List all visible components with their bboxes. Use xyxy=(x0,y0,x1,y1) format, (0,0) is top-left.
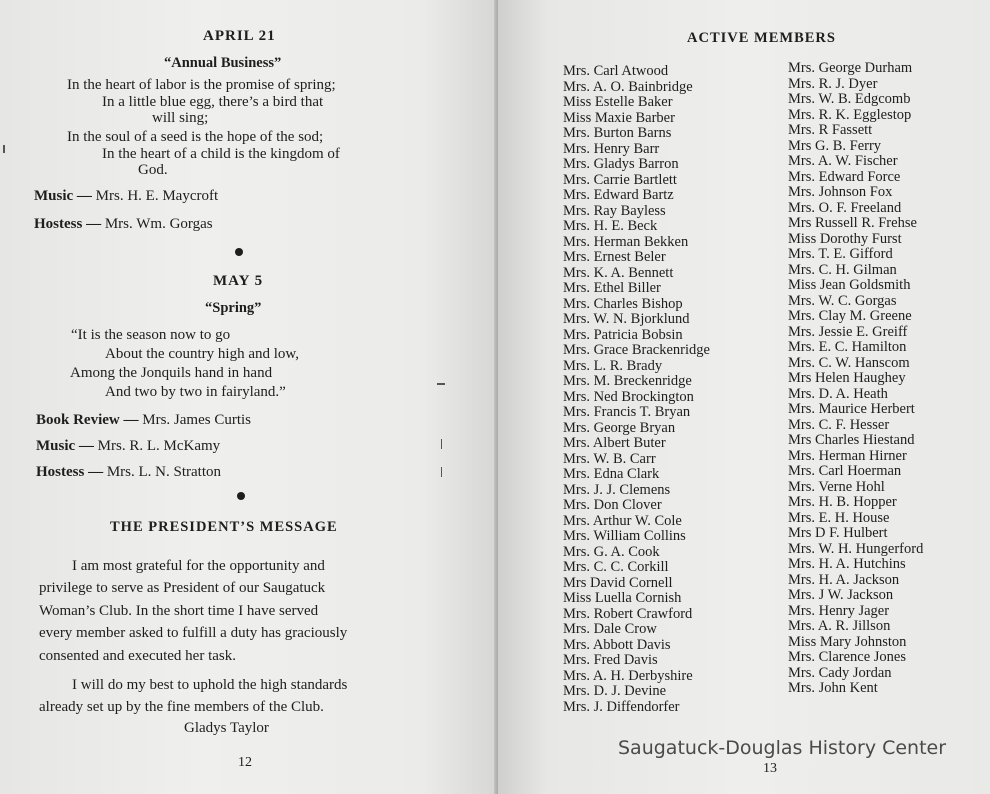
april-poem-line: In the heart of a child is the kingdom of xyxy=(102,146,340,162)
music-value: Mrs. R. L. McKamy xyxy=(97,438,221,454)
member-name: Mrs. J. Diffendorfer xyxy=(563,698,680,715)
member-name: Mrs. C. H. Gilman xyxy=(788,261,897,278)
member-name: Mrs. Fred Davis xyxy=(563,652,658,668)
may-book-review-line xyxy=(36,412,251,429)
april-poem-line: In the heart of labor is the promise of spring; xyxy=(67,77,336,93)
members-column-2 xyxy=(788,61,923,697)
hostess-value: Mrs. L. N. Stratton xyxy=(106,464,222,480)
member-name: Mrs. Don Clover xyxy=(563,497,662,513)
member-name: Mrs. George Bryan xyxy=(563,419,676,436)
may-hostess-line xyxy=(36,464,221,481)
may-program-title: “Spring” xyxy=(205,300,262,316)
may-poem-line: “It is the season now to go xyxy=(71,327,231,343)
member-name: Mrs. M. Breckenridge xyxy=(563,373,692,389)
member-name: Mrs. D. A. Heath xyxy=(788,385,888,402)
member-name: Mrs. E. C. Hamilton xyxy=(788,339,907,355)
member-name: Mrs. R Fassett xyxy=(788,122,873,138)
april-hostess-line xyxy=(34,216,213,233)
member-name: Mrs David Cornell xyxy=(563,574,673,591)
member-name: Mrs. O. F. Freeland xyxy=(788,199,902,216)
member-name: Mrs Russell R. Frehse xyxy=(788,215,917,231)
april-poem-line: In a little blue egg, there’s a bird that xyxy=(102,94,324,110)
member-name: Mrs. A. R. Jillson xyxy=(788,618,891,634)
member-name: Mrs. W. N. Bjorklund xyxy=(563,311,690,327)
member-name: Mrs. R. J. Dyer xyxy=(788,75,878,92)
page-number-left: 12 xyxy=(238,755,252,770)
member-name: Miss Jean Goldsmith xyxy=(788,277,911,293)
member-name: Mrs. Edna Clark xyxy=(563,466,660,482)
page-number-right: 13 xyxy=(763,761,777,776)
hostess-value: Mrs. Wm. Gorgas xyxy=(104,216,213,232)
member-name: Mrs. Carrie Bartlett xyxy=(563,171,677,188)
member-name: Mrs. A. O. Bainbridge xyxy=(563,78,693,95)
member-name: Mrs. H. A. Hutchins xyxy=(788,556,906,572)
april-poem-line: In the soul of a seed is the hope of the sod; xyxy=(67,129,324,145)
section-bullet xyxy=(235,248,243,256)
message-line: privilege to serve as President of our Saugatuck xyxy=(39,580,326,596)
message-line: already set up by the fine members of the Club. xyxy=(39,699,324,715)
member-name: Mrs. C. W. Hanscom xyxy=(788,354,910,371)
message-signature: Gladys Taylor xyxy=(184,720,269,736)
hostess-label: Hostess — xyxy=(34,216,102,232)
member-name: Mrs. Henry Jager xyxy=(788,602,890,619)
book-review-label: Book Review — xyxy=(36,412,139,428)
member-name: Mrs. Ray Bayless xyxy=(563,202,666,219)
member-name: Mrs Charles Hiestand xyxy=(788,432,915,448)
member-name: Mrs. Clay M. Greene xyxy=(788,308,912,324)
section-bullet xyxy=(237,492,245,500)
member-name: Mrs. Albert Buter xyxy=(563,435,666,451)
member-name: Miss Maxie Barber xyxy=(563,109,675,126)
member-name: Mrs. Herman Bekken xyxy=(563,233,689,250)
april-program-title: “Annual Business” xyxy=(164,55,282,71)
member-name: Mrs. Edward Force xyxy=(788,168,901,185)
presidents-message-heading: THE PRESIDENT’S MESSAGE xyxy=(110,519,338,535)
april-poem-line: God. xyxy=(138,162,168,178)
member-name: Mrs. Ethel Biller xyxy=(563,280,661,296)
member-name: Mrs. Henry Barr xyxy=(563,140,660,157)
april-music-line xyxy=(34,188,218,205)
member-name: Mrs. Abbott Davis xyxy=(563,636,671,653)
member-name: Mrs. George Durham xyxy=(788,60,913,76)
message-line: Woman’s Club. In the short time I have served xyxy=(39,603,319,619)
member-name: Mrs. W. B. Carr xyxy=(563,450,656,467)
member-name: Mrs. A. H. Derbyshire xyxy=(563,667,693,684)
member-name: Mrs. Gladys Barron xyxy=(563,156,679,172)
member-name: Mrs. K. A. Bennett xyxy=(563,264,674,281)
member-name: Mrs. Jessie E. Greiff xyxy=(788,323,908,340)
member-name: Mrs. W. H. Hungerford xyxy=(788,540,924,557)
member-name: Mrs G. B. Ferry xyxy=(788,137,882,154)
member-name: Mrs. C. C. Corkill xyxy=(563,559,669,575)
member-name: Mrs. H. B. Hopper xyxy=(788,494,897,510)
member-name: Mrs D F. Hulbert xyxy=(788,525,888,541)
member-name: Mrs. H. E. Beck xyxy=(563,218,658,234)
member-name: Mrs. Robert Crawford xyxy=(563,605,693,622)
member-name: Mrs. John Kent xyxy=(788,680,878,696)
member-name: Mrs. W. C. Gorgas xyxy=(788,292,897,309)
watermark: Saugatuck-Douglas History Center xyxy=(618,737,947,759)
may-music-line xyxy=(36,438,220,455)
member-name: Mrs. Patricia Bobsin xyxy=(563,326,683,343)
members-column-1 xyxy=(563,64,710,715)
member-name: Mrs. Charles Bishop xyxy=(563,295,683,312)
member-name: Mrs. Ned Brockington xyxy=(563,388,694,405)
member-name: Mrs. Arthur W. Cole xyxy=(563,512,682,529)
member-name: Miss Luella Cornish xyxy=(563,590,682,606)
music-value: Mrs. H. E. Maycroft xyxy=(95,188,219,204)
message-line: I will do my best to uphold the high standards xyxy=(72,677,348,693)
member-name: Mrs. Herman Hirner xyxy=(788,447,907,464)
music-label: Music — xyxy=(36,438,94,454)
member-name: Mrs. G. A. Cook xyxy=(563,543,660,560)
member-name: Mrs. Clarence Jones xyxy=(788,649,906,665)
margin-mark xyxy=(3,145,5,153)
member-name: Mrs. T. E. Gifford xyxy=(788,246,893,262)
member-name: Mrs. Francis T. Bryan xyxy=(563,404,691,420)
may-poem-line: And two by two in fairyland.” xyxy=(105,384,286,400)
member-name: Mrs. William Collins xyxy=(563,528,686,544)
member-name: Miss Dorothy Furst xyxy=(788,230,902,247)
member-name: Mrs. Cady Jordan xyxy=(788,664,892,681)
member-name: Mrs. R. K. Egglestop xyxy=(788,106,912,123)
member-name: Mrs. J. J. Clemens xyxy=(563,481,671,498)
right-page xyxy=(498,0,990,794)
music-label: Music — xyxy=(34,188,92,204)
member-name: Mrs Helen Haughey xyxy=(788,370,906,386)
member-name: Mrs. D. J. Devine xyxy=(563,683,667,699)
member-name: Mrs. Burton Barns xyxy=(563,125,672,141)
april-poem-line: will sing; xyxy=(152,110,209,126)
april-date-heading: APRIL 21 xyxy=(203,28,276,44)
active-members-heading: ACTIVE MEMBERS xyxy=(687,30,836,46)
member-name: Mrs. L. R. Brady xyxy=(563,357,663,374)
may-date-heading: MAY 5 xyxy=(213,273,264,289)
margin-mark xyxy=(437,383,445,385)
member-name: Mrs. Carl Hoerman xyxy=(788,463,902,479)
message-line: every member asked to fulfill a duty has graciously xyxy=(39,625,348,641)
hostess-label: Hostess — xyxy=(36,464,104,480)
message-line: consented and executed her task. xyxy=(39,648,236,664)
may-poem-line: Among the Jonquils hand in hand xyxy=(70,365,273,381)
member-name: Miss Estelle Baker xyxy=(563,94,673,110)
member-name: Mrs. Dale Crow xyxy=(563,621,657,637)
margin-mark xyxy=(441,439,442,449)
message-line: I am most grateful for the opportunity and xyxy=(72,558,325,574)
member-name: Mrs. Edward Bartz xyxy=(563,187,674,203)
member-name: Mrs. Grace Brackenridge xyxy=(563,342,710,358)
member-name: Mrs. Maurice Herbert xyxy=(788,401,915,417)
member-name: Mrs. C. F. Hesser xyxy=(788,416,890,433)
book-review-value: Mrs. James Curtis xyxy=(142,412,251,428)
member-name: Miss Mary Johnston xyxy=(788,633,907,650)
may-poem-line: About the country high and low, xyxy=(105,346,299,362)
member-name: Mrs. W. B. Edgcomb xyxy=(788,91,911,107)
member-name: Mrs. Carl Atwood xyxy=(563,63,669,79)
margin-mark xyxy=(441,467,442,477)
member-name: Mrs. A. W. Fischer xyxy=(788,153,898,169)
member-name: Mrs. H. A. Jackson xyxy=(788,571,900,588)
member-name: Mrs. Verne Hohl xyxy=(788,478,885,495)
member-name: Mrs. Johnson Fox xyxy=(788,184,893,200)
member-name: Mrs. E. H. House xyxy=(788,509,890,526)
member-name: Mrs. Ernest Beler xyxy=(563,249,666,265)
member-name: Mrs. J W. Jackson xyxy=(788,587,894,603)
